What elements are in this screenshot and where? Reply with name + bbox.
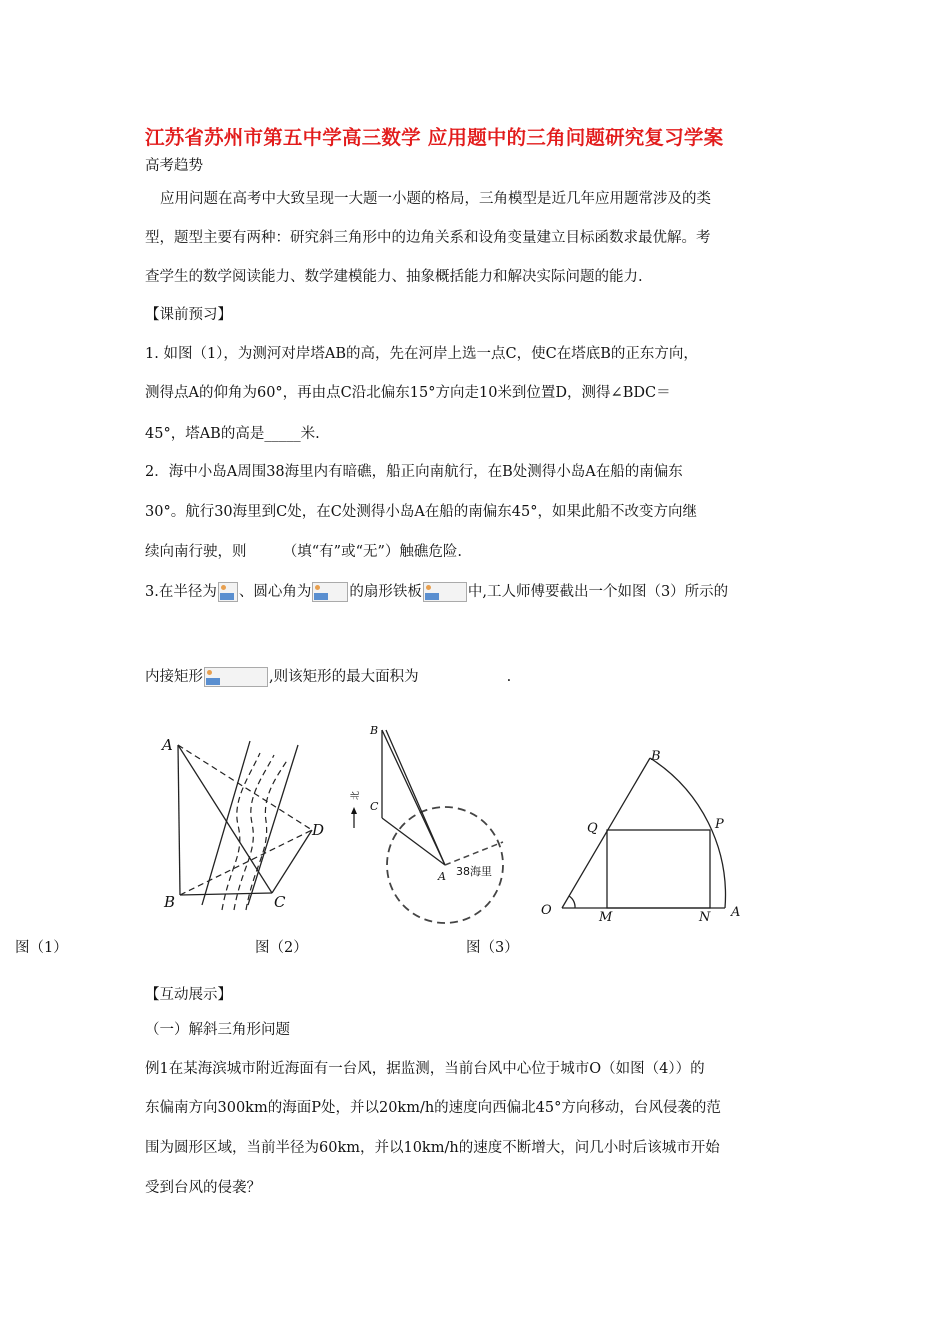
- fig3-label-o: O: [541, 903, 552, 918]
- ex1-line-2: 东偏南方向300km的海面P处，并以20km/h的速度向西偏北45°方向移动，台风侵袭的范: [145, 1100, 721, 1116]
- fig3-label-n: N: [699, 910, 711, 925]
- q3-text-e: 内接矩形: [145, 669, 203, 685]
- fig2-label-c: C: [370, 800, 379, 813]
- interactive-heading: 【互动展示】: [145, 987, 232, 1003]
- q3-line-1: [145, 582, 728, 602]
- q3-text-b: 、圆心角为: [238, 584, 312, 600]
- q3-line-2: [145, 667, 511, 687]
- fig1-label-d: D: [312, 821, 325, 839]
- q2-line-2: 30°。航行30海里到C处，在C处测得小岛A在船的南偏东45°，如果此船不改变方向继: [145, 504, 698, 520]
- caption-fig3: 图（3）: [466, 940, 519, 956]
- image-placeholder-icon: [423, 582, 467, 602]
- q3-text-g: .: [506, 669, 512, 685]
- fig3-label-b: B: [651, 749, 661, 764]
- fig2-north-label: 北: [351, 790, 361, 800]
- fig1-tower-ab: [178, 745, 180, 895]
- fig3-label-q: Q: [587, 821, 598, 836]
- image-placeholder-icon: [218, 582, 238, 602]
- fig3-arc-ab: [650, 758, 725, 908]
- image-placeholder-icon: [312, 582, 348, 602]
- intro-line-3: 查学生的数学阅读能力、数学建模能力、抽象概括能力和解决实际问题的能力.: [145, 269, 643, 285]
- north-arrow-icon: [351, 807, 357, 828]
- ex1-line-3: 围为圆形区域，当前半径为60km，并以10km/h的速度不断增大，问几小时后该城市开始: [145, 1140, 720, 1156]
- figure-1: [150, 725, 340, 925]
- fig3-label-p: P: [715, 817, 724, 832]
- fig2-label-a: A: [438, 870, 446, 883]
- q3-text-c: 的扇形铁板: [349, 584, 422, 600]
- q1-line-2: 测得点A的仰角为60°，再由点C沿北偏东15°方向走10米到位置D，测得∠BDC＝: [145, 385, 671, 401]
- q1-line-1: 1. 如图（1），为测河对岸塔AB的高，先在河岸上选一点C，使C在塔底B的正东方向，: [145, 346, 698, 362]
- page-title: 江苏省苏州市第五中学高三数学 应用题中的三角问题研究复习学案: [145, 126, 724, 149]
- fig1-label-b: B: [164, 893, 176, 911]
- fig3-label-m: M: [599, 910, 613, 925]
- preview-heading: 【课前预习】: [145, 307, 232, 323]
- q3-text-a: 3.在半径为: [145, 584, 217, 600]
- fig1-ac: [178, 745, 272, 893]
- fig3-rect-qpnm: [607, 830, 710, 908]
- fig2-label-b: B: [370, 724, 379, 737]
- fig3-label-a: A: [731, 905, 741, 920]
- fig3-angle-mark: [569, 896, 575, 908]
- q3-text-f: ,则该矩形的最大面积为: [269, 669, 419, 685]
- fig3-ob: [562, 758, 650, 908]
- fig2-radius-dashed: [445, 842, 503, 865]
- fig2-ba-2: [386, 730, 445, 865]
- q2-line-3: 续向南行驶，则 （填“有”或“无”）触礁危险.: [145, 544, 463, 560]
- fig1-bank-2: [248, 745, 298, 905]
- fig1-bd-dashed: [180, 830, 312, 895]
- fig2-ca: [382, 818, 445, 865]
- section-1-heading: （一）解斜三角形问题: [145, 1022, 290, 1038]
- ex1-line-1: 例1在某海滨城市附近海面有一台风，据监测，当前台风中心位于城市O（如图（4））的: [145, 1061, 705, 1077]
- caption-fig2: 图（2）: [255, 940, 308, 956]
- intro-line-2: 型，题型主要有两种：研究斜三角形中的边角关系和设角变量建立目标函数求最优解。考: [145, 230, 711, 246]
- caption-fig1: 图（1）: [15, 940, 68, 956]
- trend-heading: 高考趋势: [145, 158, 203, 174]
- q1-line-3: 45°，塔AB的高是_____米.: [145, 426, 320, 442]
- image-placeholder-icon: [204, 667, 268, 687]
- q2-line-1: 2．海中小岛A周围38海里内有暗礁，船正向南航行，在B处测得小岛A在船的南偏东: [145, 464, 683, 480]
- fig1-label-c: C: [274, 893, 286, 911]
- q3-text-d: 中,工人师傅要截出一个如图（3）所示的: [467, 584, 729, 600]
- fig1-river-wave-3: [246, 759, 288, 910]
- fig2-distance-label: 38海里: [456, 865, 492, 878]
- ex1-line-4: 受到台风的侵袭？: [145, 1180, 261, 1196]
- intro-line-1: 应用问题在高考中大致呈现一大题一小题的格局，三角模型是近几年应用题常涉及的类: [160, 191, 711, 207]
- figure-2: [340, 718, 515, 928]
- fig1-label-a: A: [162, 736, 173, 754]
- figure-3: [535, 740, 750, 930]
- fig1-bc: [180, 893, 272, 895]
